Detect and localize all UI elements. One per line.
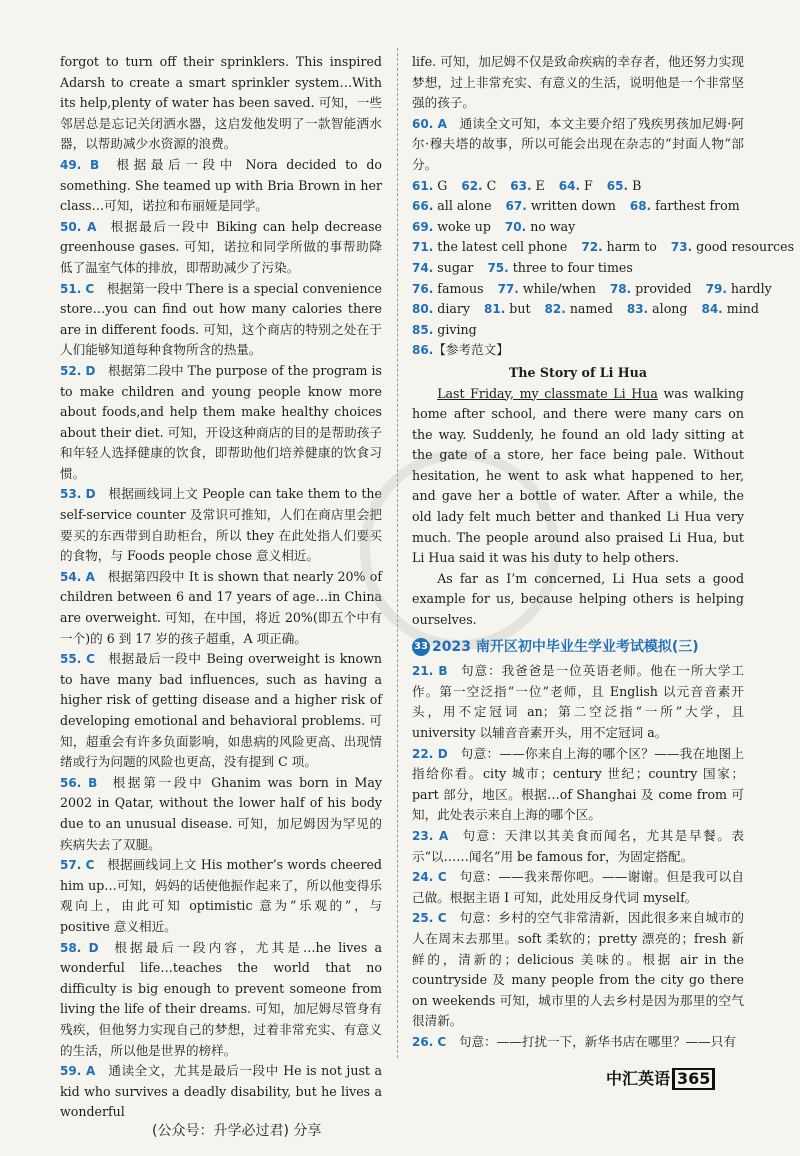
answer-row bbox=[412, 176, 744, 197]
answer-item bbox=[60, 279, 382, 361]
question-number: 55. C bbox=[60, 652, 95, 667]
question-number: 54. A bbox=[60, 569, 95, 584]
answer-text: B bbox=[632, 177, 642, 193]
answer-item bbox=[412, 52, 744, 114]
question-number: 79. bbox=[705, 281, 727, 296]
answer-text: the latest cell phone bbox=[437, 239, 568, 255]
section-header bbox=[412, 637, 744, 658]
answer-item bbox=[60, 484, 382, 566]
question-number: 71. bbox=[412, 240, 434, 255]
answer-text: E bbox=[535, 177, 545, 193]
answer-text: named bbox=[569, 301, 613, 317]
answer-text: good resources bbox=[696, 239, 795, 255]
question-number: 64. bbox=[558, 178, 581, 193]
question-number: 81. bbox=[484, 302, 506, 317]
question-number: 24. C bbox=[412, 870, 447, 885]
answer-text: along bbox=[652, 301, 688, 317]
answer-text: woke up bbox=[437, 218, 491, 234]
question-number: 23. A bbox=[412, 828, 449, 843]
answer-row bbox=[412, 320, 744, 341]
answer-text: G bbox=[437, 177, 448, 193]
left-column bbox=[60, 52, 382, 1123]
answer-text: diary bbox=[437, 301, 471, 317]
question-number: 51. C bbox=[60, 281, 95, 296]
answer-item bbox=[412, 661, 744, 743]
credit-line: (公众号：升学必过君) 分享 bbox=[152, 1123, 322, 1139]
answer-text: provided bbox=[635, 280, 692, 296]
answer-text: all alone bbox=[437, 198, 492, 214]
explanation-text: 句意：——打扰一下，新华书店在哪里？——只有 bbox=[458, 1033, 736, 1049]
explanation-text: 根据最后一段中 Nora decided to do something. She teamed up with Bria Brown in her class…可知，诺拉和布丽娅是同学。 bbox=[60, 156, 382, 214]
explanation-text: 通读全文可知，本文主要介绍了残疾男孩加尼姆·阿尔·穆夫塔的故事，所以可能会出现在杂志的“封面人物”部分。 bbox=[412, 115, 744, 172]
answer-item bbox=[412, 1032, 744, 1053]
answer-text: but bbox=[509, 301, 531, 317]
question-number: 25. C bbox=[412, 911, 447, 926]
answer-explanations-top bbox=[412, 52, 744, 176]
explanation-text: 句意：——我来帮你吧。——谢谢。但是我可以自己做。根据主语 I 可知，此处用反身代词 myself。 bbox=[412, 869, 745, 905]
answer-text: three to four times bbox=[512, 259, 633, 275]
question-number: 76. bbox=[412, 281, 434, 296]
explanation-text: 根据第四段中 It is shown that nearly 20% of children between 6 and 17 years of age…in China are overweight. 可知，在中国，将近 20%(即五个中有一个)的 6 到 17 岁的孩子超重，A 项正确。 bbox=[60, 568, 382, 646]
answer-item bbox=[60, 52, 382, 155]
answer-item bbox=[412, 867, 744, 908]
question-number: 80. bbox=[412, 302, 434, 317]
answer-key-rows bbox=[412, 176, 795, 341]
right-column bbox=[412, 52, 795, 1053]
explanation-text: 句意：我爸爸是一位英语老师。他在一所大学工作。第一空泛指“一位”老师，且 English 以元音音素开头，用不定冠词 an；第二空泛指“一所”大学，且 university 以辅音音素开头，用不定冠词 a。 bbox=[412, 663, 744, 740]
answer-text: no way bbox=[530, 218, 576, 234]
answer-item bbox=[412, 908, 744, 1032]
answer-item bbox=[412, 826, 744, 867]
question-number: 63. bbox=[510, 178, 532, 193]
sample-essay-label: 86.【参考范文】 bbox=[412, 342, 509, 358]
question-number: 83. bbox=[626, 302, 649, 317]
answer-row bbox=[412, 258, 744, 279]
question-number: 59. A bbox=[60, 1064, 96, 1079]
essay-paragraph: As far as I’m concerned, Li Hua sets a good example for us, because helping others is helping ourselves. bbox=[412, 570, 744, 628]
answer-row bbox=[412, 217, 744, 238]
explanation-text: forgot to turn off their sprinklers. This inspired Adarsh to create a smart sprinkler system…With its help,plenty of water has been saved. 可知，一些邻居总是忘记关闭洒水器，这启发他发明了一款智能洒水器，以帮助减少水资源的浪费。 bbox=[60, 54, 382, 152]
question-number: 53. D bbox=[60, 487, 96, 502]
question-number: 66. bbox=[412, 199, 434, 214]
page-number: 365 bbox=[672, 1068, 715, 1090]
explanation-text: 根据第二段中 The purpose of the program is to make children and young people know more about foods,and help them make healthy choices about their diet. 可知，开设这种商店的目的是帮助孩子和年轻人选择健康的饮食，即帮助他们培养健康的饮食习惯。 bbox=[60, 362, 382, 481]
answer-row bbox=[412, 279, 772, 300]
explanation-text: 根据第一段中 Ghanim was born in May 2002 in Qatar, without the lower half of his body due to an unusual disease. 可知，加尼姆因为罕见的疾病失去了双腿。 bbox=[60, 774, 382, 852]
question-number: 21. B bbox=[412, 664, 448, 679]
question-number: 58. D bbox=[60, 940, 99, 955]
explanation-text: 通读全文，尤其是最后一段中 He is not just a kid who survives a deadly disability, but he lives a wonderful bbox=[60, 1063, 382, 1120]
question-number: 61. bbox=[412, 178, 434, 193]
question-number: 57. C bbox=[60, 858, 95, 873]
answer-row bbox=[412, 299, 759, 320]
answer-text: mind bbox=[726, 301, 759, 317]
answer-item bbox=[412, 114, 744, 176]
question-number: 72. bbox=[581, 240, 603, 255]
answer-item bbox=[60, 1061, 382, 1123]
answer-item bbox=[60, 649, 382, 773]
answer-text: famous bbox=[437, 280, 484, 296]
explanation-text: 根据最后一段中 Biking can help decrease greenhouse gases. 可知，诺拉和同学所做的事帮助降低了温室气体的排放，即帮助减少了污染。 bbox=[60, 218, 382, 275]
answer-text: F bbox=[584, 177, 593, 193]
brand-name: 中汇英语 bbox=[606, 1069, 671, 1088]
question-number: 56. B bbox=[60, 775, 98, 790]
answer-explanations-bottom bbox=[412, 661, 744, 1052]
answer-row bbox=[412, 237, 795, 258]
answer-text: hardly bbox=[730, 280, 772, 296]
question-number: 73. bbox=[670, 240, 693, 255]
question-number: 77. bbox=[497, 281, 519, 296]
explanation-text: 根据第一段中 There is a special convenience store…you can find out how many calories there are in different foods. 可知，这个商店的特别之处在于人们能够知道每种食物所含的热量。 bbox=[60, 280, 382, 358]
answer-item bbox=[60, 155, 382, 217]
essay-title: The Story of Li Hua bbox=[508, 364, 647, 380]
explanation-text: life. 可知，加尼姆不仅是致命疾病的幸存者，他还努力实现梦想，过上非常充实、有意义的生活，说明他是一个非常坚强的孩子。 bbox=[412, 54, 744, 111]
question-number: 74. bbox=[412, 260, 434, 275]
question-number: 85. bbox=[412, 322, 434, 337]
question-number: 62. bbox=[461, 178, 483, 193]
page-footer bbox=[606, 1066, 715, 1090]
essay-paragraph: Last Friday, my classmate Li Hua was walking home after school, and there were many cars on the way. Suddenly, he found an old lady sitting at the gate of a store, her face being pale. Without hesitation, he went to ask what happened to her, and gave her a bottle of water. After a while, the old lady felt much better and thanked Li Hua very much. The people around also praised Li Hua, but Li Hua said it was his duty to help others. bbox=[412, 385, 744, 566]
answer-text: harm to bbox=[606, 239, 657, 255]
explanation-text: 句意：——你来自上海的哪个区？——我在地图上指给你看。city 城市；century 世纪；country 国家；part 部分，地区。根据…of Shanghai 及 come from 可知，此处表示来自上海的哪个区。 bbox=[412, 745, 744, 823]
question-number: 82. bbox=[544, 302, 566, 317]
question-number: 52. D bbox=[60, 363, 96, 378]
answer-text: written down bbox=[530, 198, 616, 214]
underlined-phrase: Last Friday, my classmate Li Hua bbox=[437, 385, 658, 401]
question-number: 68. bbox=[629, 199, 652, 214]
question-number: 26. C bbox=[412, 1034, 447, 1049]
question-number: 65. bbox=[606, 178, 629, 193]
question-number: 75. bbox=[487, 260, 509, 275]
explanation-text: 句意：天津以其美食而闻名，尤其是早餐。表示“以……闻名”用 be famous for，为固定搭配。 bbox=[412, 827, 745, 864]
explanation-text: 根据最后一段内容，尤其是…he lives a wonderful life…teaches the world that no difficulty is big enough to prevent someone from living the life of their dreams. 可知，加尼姆尽管身有残疾，但他努力实现自己的梦想，过着非常充实、有意义的生活，所以他是世界的榜样。 bbox=[60, 939, 382, 1058]
question-number: 84. bbox=[701, 302, 723, 317]
question-number: 50. A bbox=[60, 219, 97, 234]
question-number: 49. B bbox=[60, 157, 100, 172]
answer-item bbox=[60, 217, 382, 279]
explanation-text: 句意：乡村的空气非常清新，因此很多来自城市的人在周末去那里。soft 柔软的；pretty 漂亮的；fresh 新鲜的，清新的；delicious 美味的。根据 air in the countryside 及 many people from the city go there on weekends 可知，城市里的人去乡村是因为那里的空气很清新。 bbox=[412, 910, 745, 1029]
explanation-text: 根据画线词上文 His mother’s words cheered him up…可知，妈妈的话使他振作起来了，所以他变得乐观向上，由此可知 optimistic 意为“乐观的”，与 positive 意义相近。 bbox=[60, 857, 382, 934]
question-number: 60. A bbox=[412, 116, 447, 131]
explanation-text: 根据画线词上文 People can take them to the self-service counter 及常识可推知，人们在商店里会把要买的东西带到自助柜台，所以 they 在此处指人们要买的食物，与 Foods people chose 意义相近。 bbox=[60, 486, 382, 564]
answer-text: giving bbox=[437, 321, 477, 337]
answer-row bbox=[412, 196, 744, 217]
answer-item bbox=[60, 361, 382, 485]
answer-item bbox=[60, 855, 382, 937]
question-number: 67. bbox=[505, 199, 527, 214]
question-number: 78. bbox=[609, 281, 632, 296]
answer-text: sugar bbox=[437, 259, 474, 275]
answer-text: C bbox=[486, 177, 497, 193]
question-number: 70. bbox=[504, 219, 527, 234]
answer-item bbox=[60, 938, 382, 1062]
answer-text: farthest from bbox=[655, 198, 740, 214]
answer-item bbox=[60, 567, 382, 649]
question-number: 69. bbox=[412, 219, 434, 234]
section-number-badge: 33 bbox=[412, 638, 430, 656]
answer-item bbox=[412, 744, 744, 826]
explanation-text: 根据最后一段中 Being overweight is known to have many bad influences, such as having a higher risk of getting disease and a higher risk of developing emotional and behavioral problems. 可知，超重会有许多负面影响，如患病的风险更高、出现情绪或行为问题的风险也更高，没有提到 C 项。 bbox=[60, 651, 382, 770]
answer-item bbox=[60, 773, 382, 855]
section-title: 2023 南开区初中毕业生学业考试模拟(三) bbox=[432, 638, 699, 655]
answer-text: while/when bbox=[522, 280, 596, 296]
question-number: 22. D bbox=[412, 746, 448, 761]
